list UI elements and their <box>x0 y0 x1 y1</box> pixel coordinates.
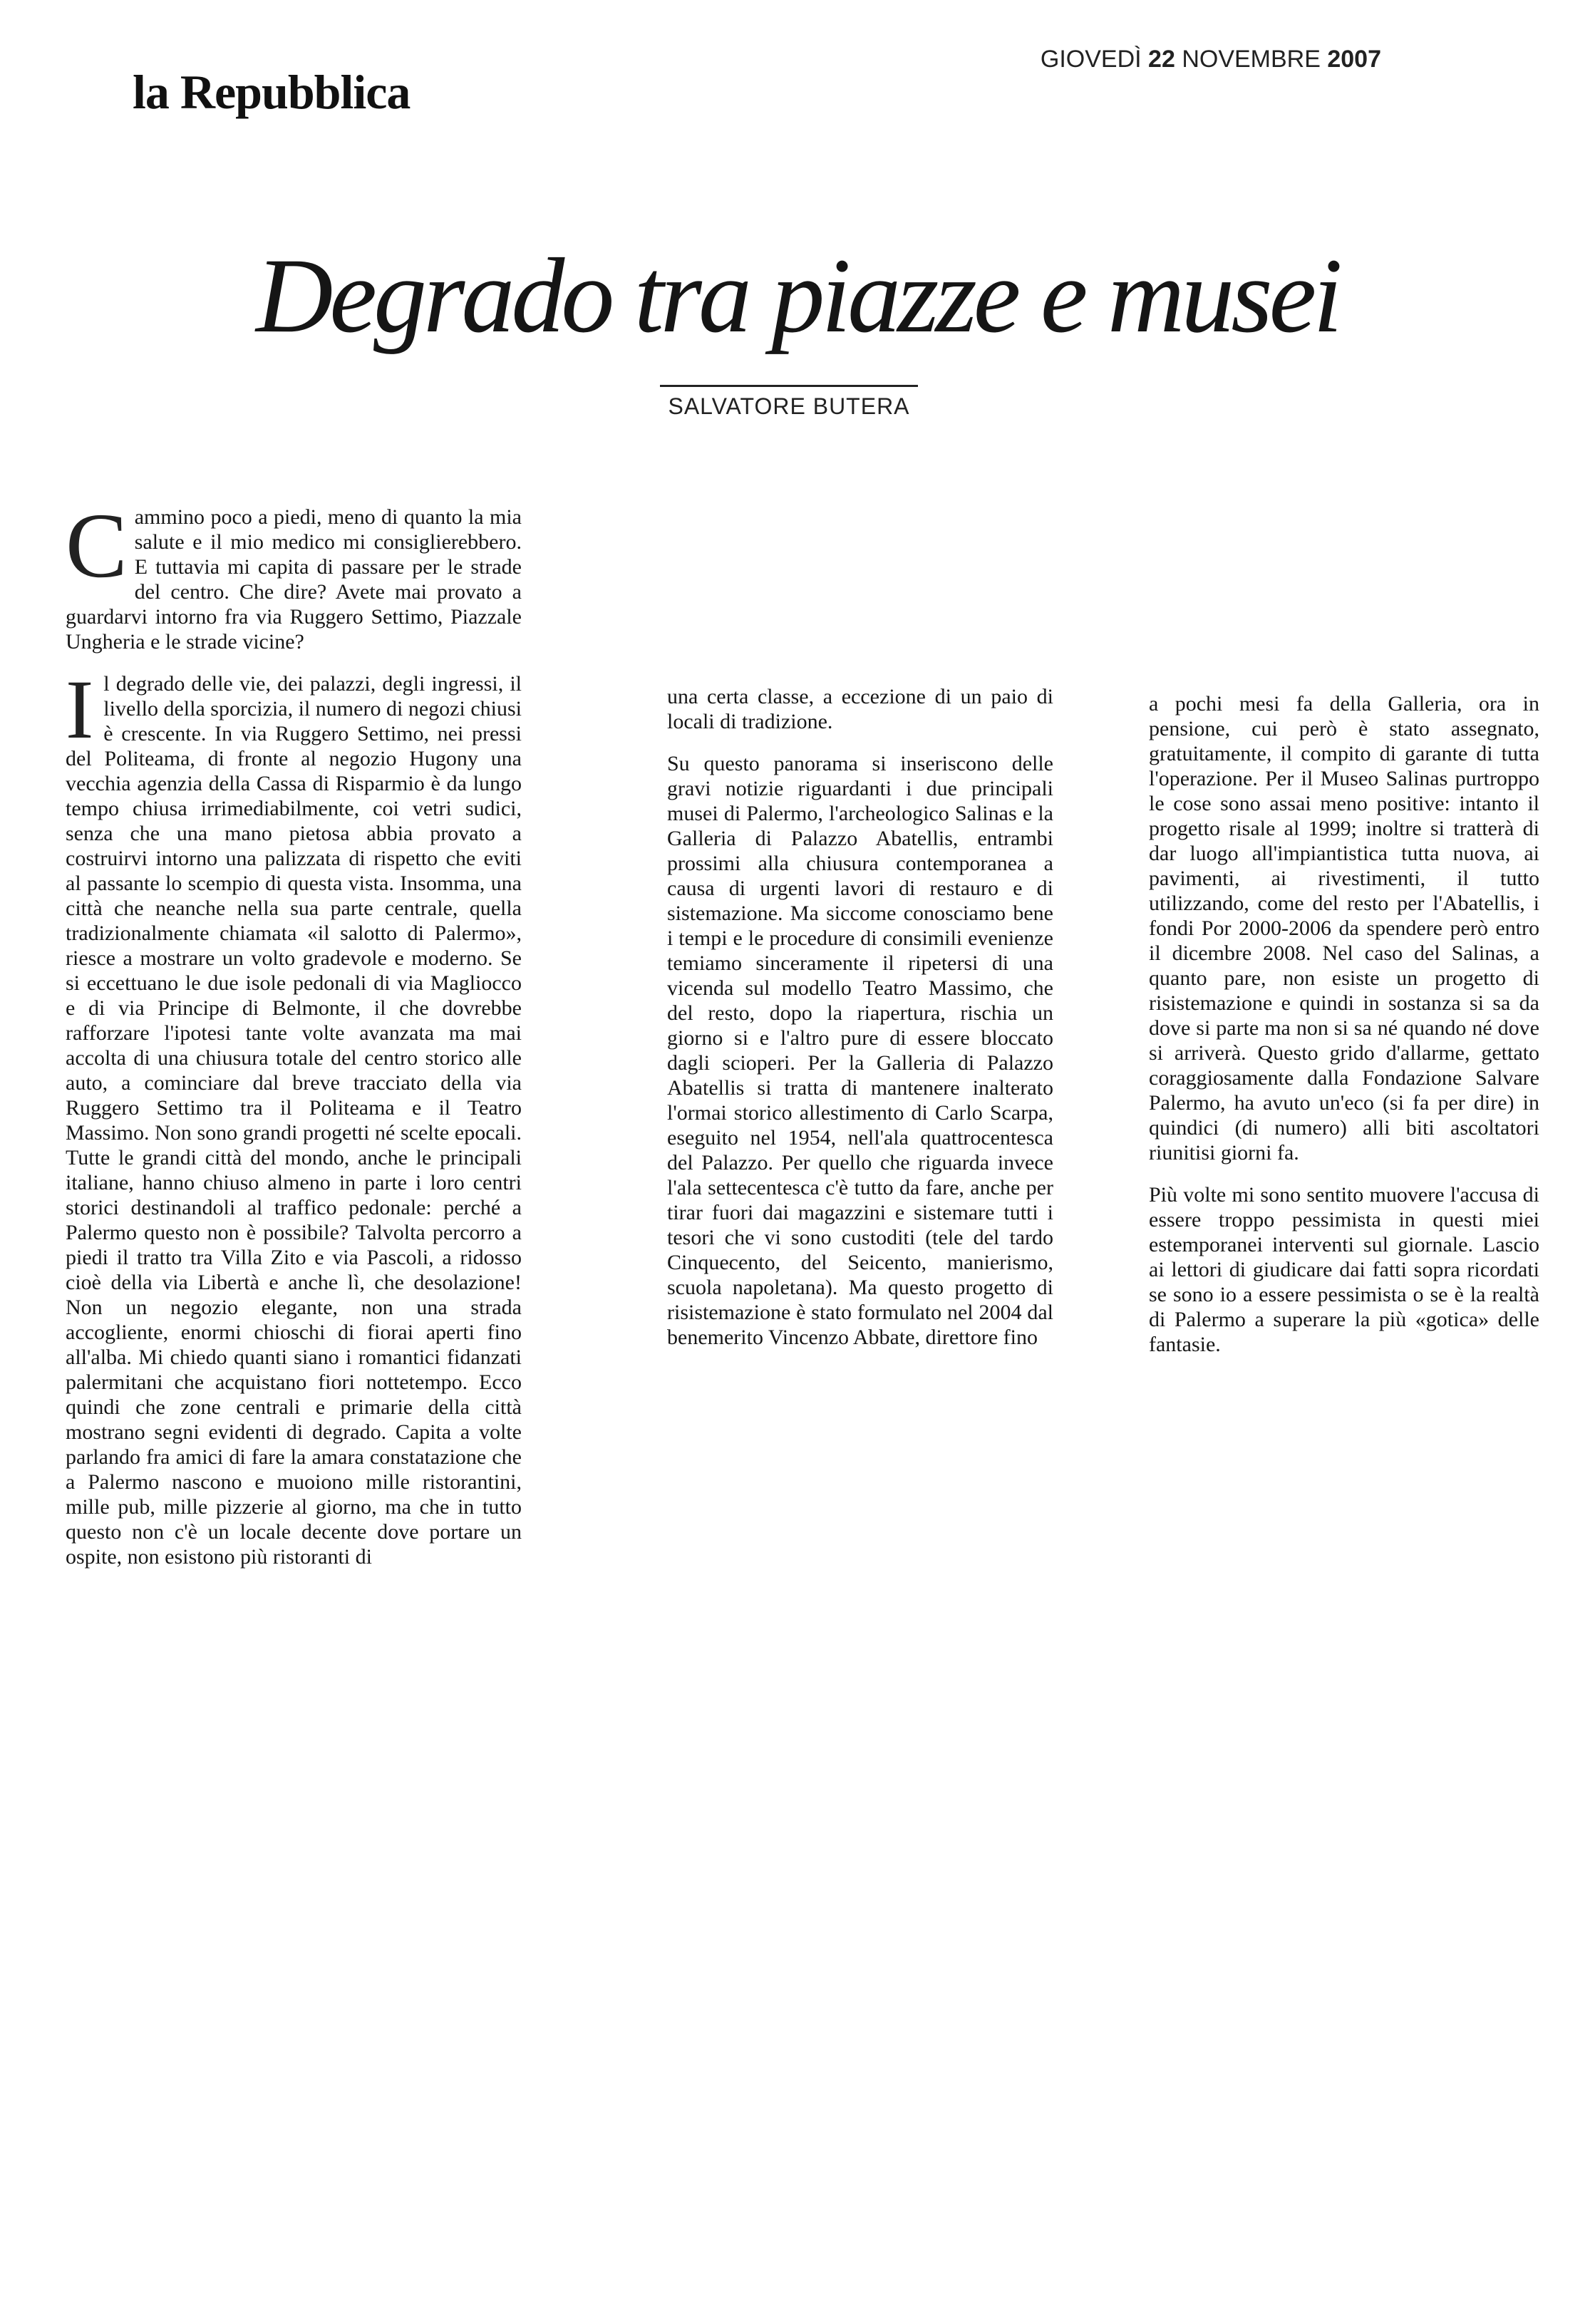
column-3-paragraph-2: Più volte mi sono sentito muovere l'accusa di essere troppo pessimista in questi miei estemporanei interventi sul giornale. Lascio ai lettori di giudicare dai fatti sopra ricordati se sono io a essere pessimista o se è la realtà di Palermo a superare la più «gotica» delle fantasie. <box>1149 1183 1539 1356</box>
lead-paragraph <box>66 495 522 654</box>
dateline-day: GIOVEDÌ <box>1040 46 1142 73</box>
headline: Degrado tra piazze e musei <box>256 237 1339 355</box>
article-column-3 <box>1149 691 1539 1374</box>
masthead-logo: la Repubblica <box>133 65 411 119</box>
article-column-1 <box>66 495 522 1586</box>
lead-drop-cap: C <box>66 495 128 597</box>
column-2-paragraph-1: una certa classe, a eccezione di un paio di locali di tradizione. <box>667 685 1053 733</box>
article-column-2 <box>667 684 1053 1367</box>
body-drop-cap: I <box>66 663 94 756</box>
dateline-year: 2007 <box>1327 46 1381 73</box>
body-paragraph <box>66 663 522 1569</box>
column-3-paragraph-1: a pochi mesi fa della Galleria, ora in pensione, cui però è stato assegnato, gratuitamente, il compito di garante di tutta l'operazione. Per il Museo Salinas purtroppo le cose sono assai meno positive: intanto il progetto risale al 1999; inoltre si tratterà di dar luogo all'impiantistica tutta nuova, ai pavimenti, ai rivestimenti, il tutto utilizzando, come del resto per l'Abatellis, i fondi Por 2000-2006 da spendere però entro il dicembre 2008. Nel caso del Salinas, a quanto pare, non esiste un progetto di risistemazione e quindi in sostanza si sa da dove si parte ma non si sa né quando né dove si arriverà. Questo grido d'allarme, gettato coraggiosamente dalla Fondazione Salvare Palermo, ha avuto un'eco (si fa per dire) in quindici (di numero) alli biti ascoltatori riunitisi giorni fa. <box>1149 692 1539 1164</box>
dateline <box>1041 46 1381 73</box>
dateline-month: NOVEMBRE <box>1182 46 1321 73</box>
lead-text: ammino poco a piedi, meno di quanto la mia salute e il mio medico mi consiglierebbero. E tuttavia mi capita di passare per le strade del centro. Che dire? Avete mai provato a guardarvi intorno fra via Ruggero Settimo, Piazzale Ungheria e le strade vicine? <box>66 505 522 654</box>
byline: SALVATORE BUTERA <box>668 393 910 419</box>
body-text: l degrado delle vie, dei palazzi, degli ingressi, il livello della sporcizia, il numero di negozi chiusi è crescente. In via Ruggero Settimo, nei pressi del Politeama, di fronte al negozio Hugony una vecchia agenzia della Cassa di Risparmio è da lungo tempo chiusa irrimediabilmente, coi vetri sudici, senza che una mano pietosa abbia provato a costruirvi intorno una palizzata di rispetto che eviti al passante lo scempio di questa vista. Insomma, una città che neanche nella sua parte centrale, quella tradizionalmente chiamata «il salotto di Palermo», riesce a mostrare un volto gradevole e moderno. Se si eccettuano le due isole pedonali di via Magliocco e di via Principe di Belmonte, il che dovrebbe rafforzare l'ipotesi tante volte avanzata ma mai accolta di una chiusura totale del centro storico alle auto, a cominciare dal breve tracciato della via Ruggero Settimo tra il Politeama e il Teatro Massimo. Non sono grandi progetti né scelte epocali. Tutte le grandi città del mondo, anche le principali italiane, hanno chiuso almeno in parte i loro centri storici destinandoli al traffico pedonale: perché a Palermo questo non è possibile? Talvolta percorro a piedi il tratto tra Villa Zito e via Pascoli, a ridosso cioè della via Libertà e anche lì, che desolazione! Non un negozio elegante, non una strada accogliente, enormi chioschi di fiorai aperti fino all'alba. Mi chiedo quanti siano i romantici fidanzati palermitani che acquistano fiori nottetempo. Ecco quindi che zone centrali e primarie della città mostrano segni evidenti di degrado. Capita a volte parlando fra amici di fare la amara constatazione che a Palermo nascono e muoiono mille ristorantini, mille pub, mille pizzerie al giorno, ma che in tutto questo non c'è un locale decente dove portare un ospite, non esistono più ristoranti di <box>66 672 522 1569</box>
dateline-date: 22 <box>1148 46 1175 73</box>
byline-rule <box>660 385 918 387</box>
column-2-paragraph-2: Su questo panorama si inseriscono delle gravi notizie riguardanti i due principali musei di Palermo, l'archeologico Salinas e la Galleria di Palazzo Abatellis, entrambi prossimi alla chiusura contemporanea a causa di urgenti lavori di restauro e di sistemazione. Ma siccome conosciamo bene i tempi e le procedure di consimili evenienze temiamo sinceramente il ripetersi di una vicenda sul modello Teatro Massimo, che del resto, dopo la riapertura, rischia un giorno si e l'altro pure di essere bloccato dagli scioperi. Per la Galleria di Palazzo Abatellis si tratta di mantenere inalterato l'ormai storico allestimento di Carlo Scarpa, eseguito nel 1954, nell'ala quattrocentesca del Palazzo. Per quello che riguarda invece l'ala settecentesca c'è tutto da fare, anche per tirar fuori dai magazzini e sistemare tutti i tesori che vi sono custoditi (tele del tardo Cinquecento, del Seicento, manierismo, scuola napoletana). Ma questo progetto di risistemazione è stato formulato nel 2004 dal benemerito Vincenzo Abbate, direttore fino <box>667 752 1053 1349</box>
